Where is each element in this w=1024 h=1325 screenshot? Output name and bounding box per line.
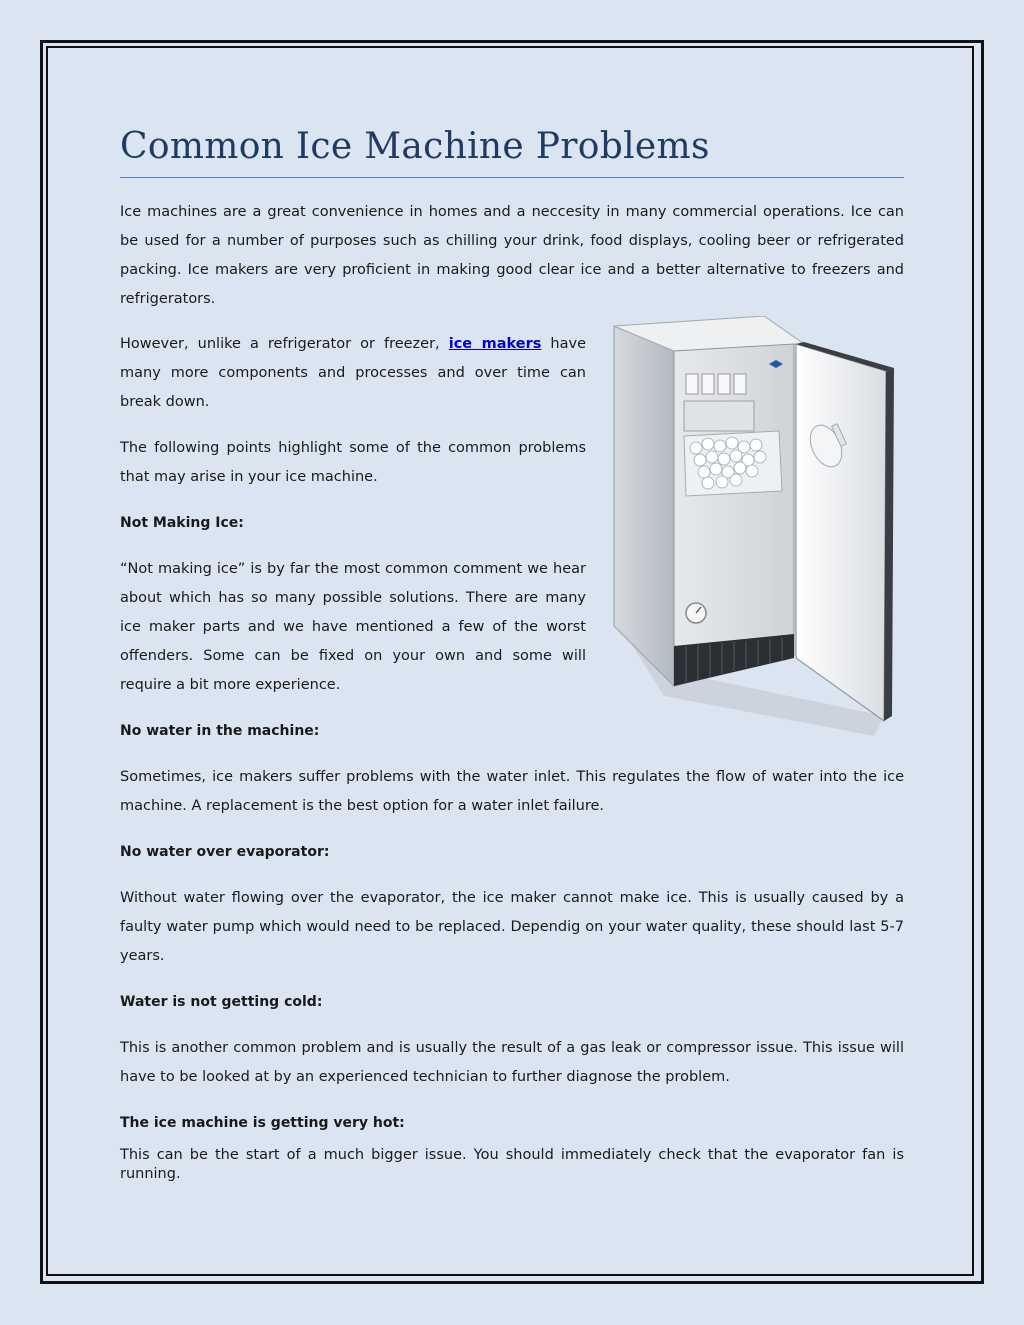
page-title: Common Ice Machine Problems: [120, 126, 904, 178]
components-text-end: have many more components and processes and over time can break down.: [120, 336, 586, 410]
section-heading-no-water: No water in the machine:: [120, 723, 320, 739]
ice-machine-image: [604, 316, 904, 736]
section-text-very-hot: This can be the start of a much bigger issue. You should immediately check that the evaporator fan is running.: [120, 1147, 904, 1182]
document-body: [120, 120, 904, 1184]
section-heading-not-cold: Water is not getting cold:: [120, 994, 323, 1010]
section-text-not-cold: This is another common problem and is usually the result of a gas leak or compressor issue. This issue will have to be looked at by an experienced technician to further diagnose the problem.: [120, 1040, 904, 1085]
section-text-not-making-ice: “Not making ice” is by far the most common comment we hear about which has so many possible solutions. There are many ice maker parts and we have mentioned a few of the worst offenders. Some can be fixed on your own and some will require a bit more experience.: [120, 561, 586, 693]
highlight-paragraph: The following points highlight some of the common problems that may arise in your ice machine.: [120, 440, 586, 485]
section-text-evaporator: Without water flowing over the evaporator, the ice maker cannot make ice. This is usually caused by a faulty water pump which would need to be replaced. Dependig on your water quality, these should last 5-7 years.: [120, 890, 904, 964]
section-text-no-water: Sometimes, ice makers suffer problems with the water inlet. This regulates the flow of water into the ice machine. A replacement is the best option for a water inlet failure.: [120, 769, 904, 814]
intro-paragraph: Ice machines are a great convenience in homes and a neccesity in many commercial operations. Ice can be used for a number of purposes such as chilling your drink, food displays, cooling beer or refrigerated packing. Ice makers are very proficient in making good clear ice and a better alternative to freezers and refrigerators.: [120, 204, 904, 307]
section-heading-not-making-ice: Not Making Ice:: [120, 515, 244, 531]
components-text-start: However, unlike a refrigerator or freezer,: [120, 336, 449, 352]
section-heading-evaporator: No water over evaporator:: [120, 844, 330, 860]
section-heading-very-hot: The ice machine is getting very hot:: [120, 1115, 405, 1131]
ice-makers-link[interactable]: ice makers: [448, 336, 542, 352]
